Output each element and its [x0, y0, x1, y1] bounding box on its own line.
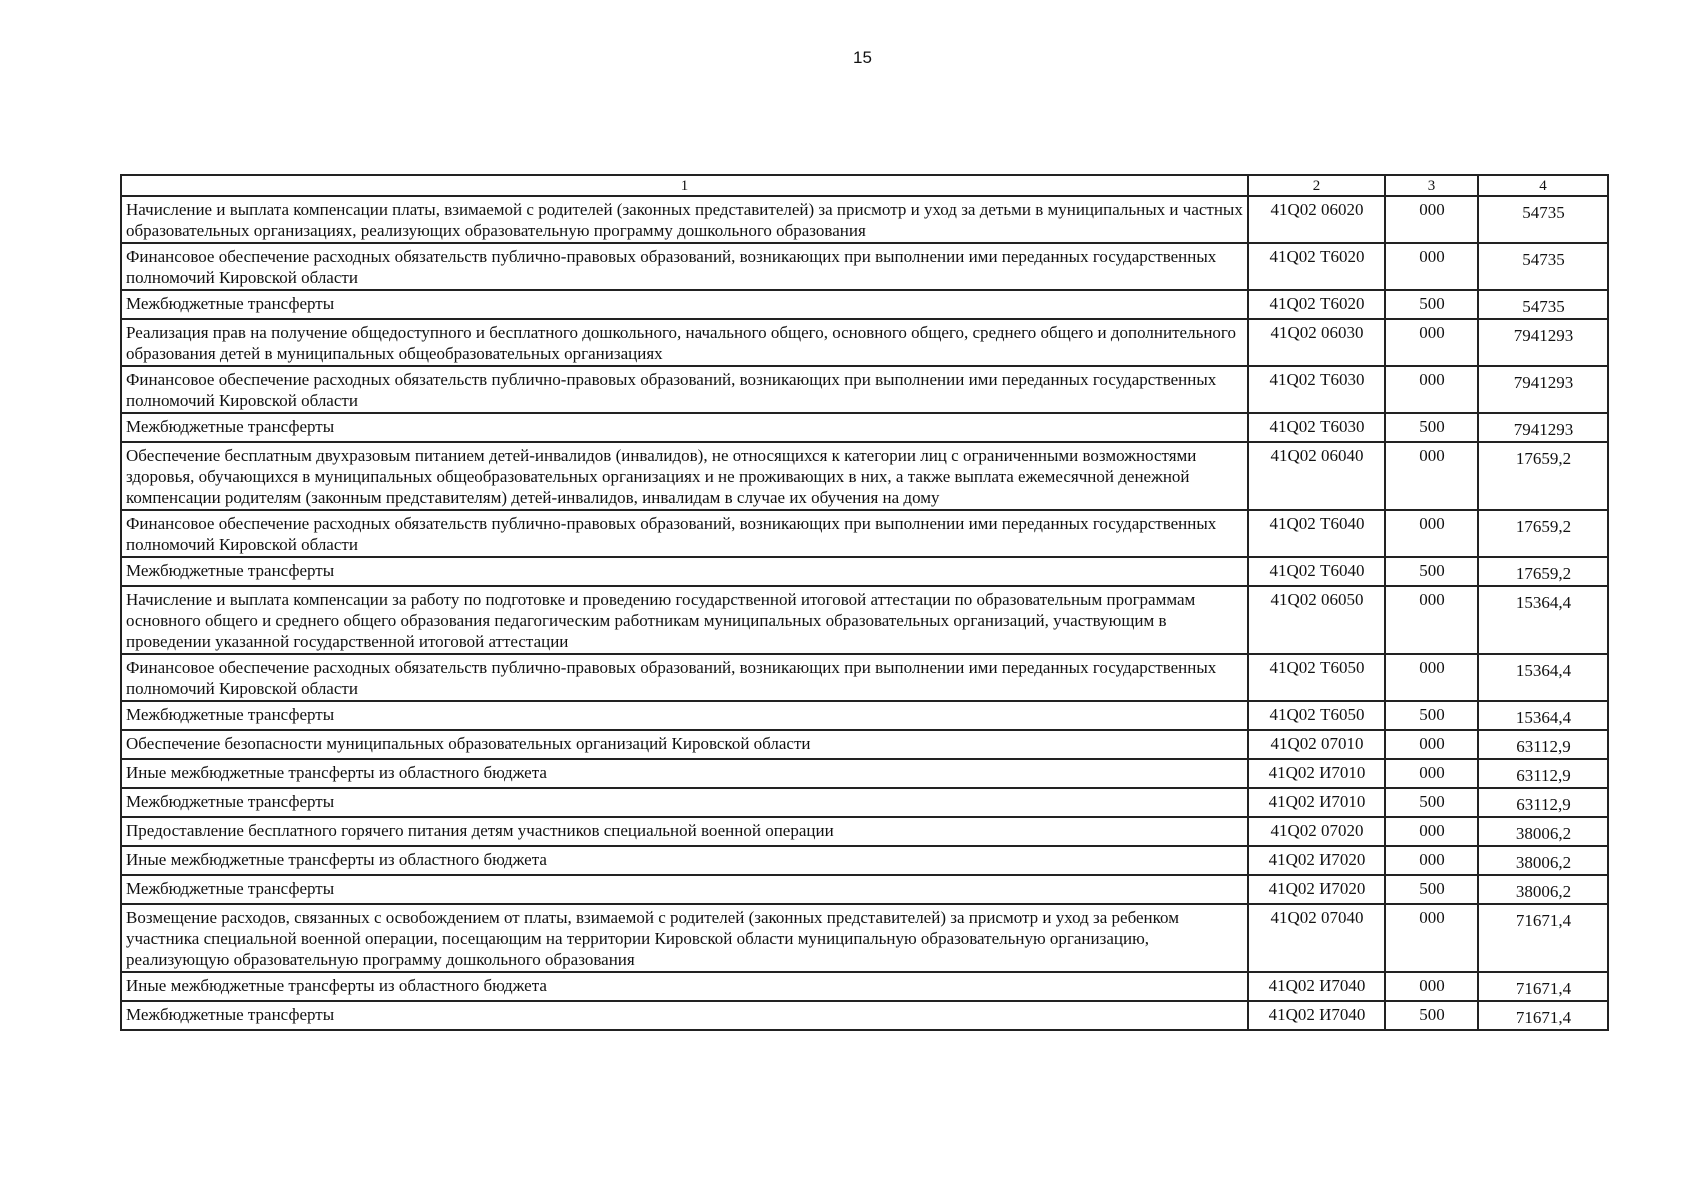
cell-code: 41Q02 Т6020 [1248, 243, 1385, 290]
cell-name: Финансовое обеспечение расходных обязательств публично-правовых образований, возникающих при выполнении ими переданных государственных полномочий Кировской области [121, 654, 1248, 701]
table-row [121, 442, 1608, 510]
cell-sum: 38006,2 [1478, 817, 1608, 846]
cell-code: 41Q02 Т6040 [1248, 510, 1385, 557]
cell-sum: 71671,4 [1478, 972, 1608, 1001]
cell-name: Межбюджетные трансферты [121, 701, 1248, 730]
cell-name: Иные межбюджетные трансферты из областного бюджета [121, 759, 1248, 788]
cell-name: Межбюджетные трансферты [121, 557, 1248, 586]
budget-table [120, 174, 1609, 1031]
cell-code: 41Q02 06040 [1248, 442, 1385, 510]
cell-sum: 63112,9 [1478, 788, 1608, 817]
table-row [121, 759, 1608, 788]
table-row [121, 413, 1608, 442]
cell-name: Иные межбюджетные трансферты из областного бюджета [121, 846, 1248, 875]
cell-code: 41Q02 И7010 [1248, 788, 1385, 817]
table-row [121, 319, 1608, 366]
cell-kvr: 500 [1385, 290, 1478, 319]
cell-name: Межбюджетные трансферты [121, 1001, 1248, 1030]
cell-code: 41Q02 Т6030 [1248, 413, 1385, 442]
cell-sum: 17659,2 [1478, 442, 1608, 510]
cell-sum: 17659,2 [1478, 510, 1608, 557]
cell-sum: 54735 [1478, 196, 1608, 243]
cell-sum: 63112,9 [1478, 730, 1608, 759]
cell-code: 41Q02 06030 [1248, 319, 1385, 366]
cell-name: Обеспечение бесплатным двухразовым питанием детей-инвалидов (инвалидов), не относящихся к категории лиц с ограниченными возможностями здоровья, обучающихся в муниципальных общеобразовательных организациях и не проживающих в них, а также выплата ежемесячной денежной компенсации родителям (законным представителям) детей-инвалидов, инвалидам в случае их обучения на дому [121, 442, 1248, 510]
column-header-2: 2 [1248, 175, 1385, 196]
table-row [121, 557, 1608, 586]
cell-code: 41Q02 И7040 [1248, 1001, 1385, 1030]
cell-kvr: 500 [1385, 788, 1478, 817]
table-row [121, 196, 1608, 243]
table-row [121, 366, 1608, 413]
cell-kvr: 000 [1385, 586, 1478, 654]
table-row [121, 243, 1608, 290]
cell-name: Финансовое обеспечение расходных обязательств публично-правовых образований, возникающих при выполнении ими переданных государственных полномочий Кировской области [121, 366, 1248, 413]
cell-kvr: 000 [1385, 654, 1478, 701]
cell-kvr: 500 [1385, 875, 1478, 904]
cell-code: 41Q02 Т6050 [1248, 654, 1385, 701]
table-row [121, 510, 1608, 557]
cell-sum: 15364,4 [1478, 701, 1608, 730]
cell-sum: 15364,4 [1478, 654, 1608, 701]
cell-sum: 17659,2 [1478, 557, 1608, 586]
cell-name: Обеспечение безопасности муниципальных образовательных организаций Кировской области [121, 730, 1248, 759]
cell-name: Финансовое обеспечение расходных обязательств публично-правовых образований, возникающих при выполнении ими переданных государственных полномочий Кировской области [121, 510, 1248, 557]
cell-kvr: 000 [1385, 243, 1478, 290]
cell-code: 41Q02 Т6040 [1248, 557, 1385, 586]
cell-kvr: 000 [1385, 817, 1478, 846]
cell-sum: 7941293 [1478, 319, 1608, 366]
table-row [121, 904, 1608, 972]
cell-code: 41Q02 И7020 [1248, 846, 1385, 875]
cell-code: 41Q02 Т6050 [1248, 701, 1385, 730]
cell-name: Начисление и выплата компенсации за работу по подготовке и проведению государственной итоговой аттестации по образовательным программам основного общего и среднего общего образования педагогическим работникам муниципальных образовательных организаций, участвующим в проведении указанной государственной итоговой аттестации [121, 586, 1248, 654]
cell-name: Межбюджетные трансферты [121, 290, 1248, 319]
cell-sum: 63112,9 [1478, 759, 1608, 788]
cell-code: 41Q02 И7010 [1248, 759, 1385, 788]
cell-kvr: 500 [1385, 413, 1478, 442]
cell-kvr: 500 [1385, 1001, 1478, 1030]
table-row [121, 1001, 1608, 1030]
cell-code: 41Q02 И7040 [1248, 972, 1385, 1001]
cell-kvr: 000 [1385, 196, 1478, 243]
cell-kvr: 000 [1385, 510, 1478, 557]
cell-sum: 71671,4 [1478, 904, 1608, 972]
cell-name: Иные межбюджетные трансферты из областного бюджета [121, 972, 1248, 1001]
cell-code: 41Q02 Т6020 [1248, 290, 1385, 319]
cell-kvr: 000 [1385, 759, 1478, 788]
cell-name: Межбюджетные трансферты [121, 413, 1248, 442]
column-header-3: 3 [1385, 175, 1478, 196]
table-row [121, 290, 1608, 319]
cell-name: Возмещение расходов, связанных с освобождением от платы, взимаемой с родителей (законных представителей) за присмотр и уход за ребенком участника специальной военной операции, посещающим на территории Кировской области муниципальную образовательную организацию, реализующую образовательную программу дошкольного образования [121, 904, 1248, 972]
cell-code: 41Q02 06050 [1248, 586, 1385, 654]
table-row [121, 817, 1608, 846]
cell-name: Начисление и выплата компенсации платы, взимаемой с родителей (законных представителей) за присмотр и уход за детьми в муниципальных и частных образовательных организациях, реализующих образовательную программу дошкольного образования [121, 196, 1248, 243]
column-header-1: 1 [121, 175, 1248, 196]
table-row [121, 701, 1608, 730]
cell-code: 41Q02 07010 [1248, 730, 1385, 759]
table-row [121, 788, 1608, 817]
cell-sum: 7941293 [1478, 413, 1608, 442]
cell-kvr: 000 [1385, 442, 1478, 510]
header-row [121, 175, 1608, 196]
cell-kvr: 000 [1385, 319, 1478, 366]
cell-kvr: 000 [1385, 730, 1478, 759]
cell-sum: 71671,4 [1478, 1001, 1608, 1030]
page-number: 15 [853, 48, 872, 67]
cell-kvr: 000 [1385, 366, 1478, 413]
cell-name: Реализация прав на получение общедоступного и бесплатного дошкольного, начального общего, основного общего, среднего общего и дополнительного образования детей в муниципальных общеобразовательных организациях [121, 319, 1248, 366]
column-header-4: 4 [1478, 175, 1608, 196]
table-row [121, 654, 1608, 701]
cell-kvr: 500 [1385, 557, 1478, 586]
cell-sum: 54735 [1478, 243, 1608, 290]
table-body [121, 196, 1608, 1030]
table-row [121, 586, 1608, 654]
cell-code: 41Q02 И7020 [1248, 875, 1385, 904]
cell-code: 41Q02 06020 [1248, 196, 1385, 243]
cell-sum: 7941293 [1478, 366, 1608, 413]
cell-code: 41Q02 Т6030 [1248, 366, 1385, 413]
cell-kvr: 000 [1385, 904, 1478, 972]
cell-sum: 15364,4 [1478, 586, 1608, 654]
table-row [121, 730, 1608, 759]
cell-sum: 38006,2 [1478, 846, 1608, 875]
cell-kvr: 000 [1385, 972, 1478, 1001]
table-row [121, 846, 1608, 875]
cell-sum: 38006,2 [1478, 875, 1608, 904]
table-row [121, 875, 1608, 904]
cell-kvr: 500 [1385, 701, 1478, 730]
cell-name: Межбюджетные трансферты [121, 788, 1248, 817]
cell-code: 41Q02 07020 [1248, 817, 1385, 846]
cell-kvr: 000 [1385, 846, 1478, 875]
table-row [121, 972, 1608, 1001]
cell-name: Финансовое обеспечение расходных обязательств публично-правовых образований, возникающих при выполнении ими переданных государственных полномочий Кировской области [121, 243, 1248, 290]
cell-name: Межбюджетные трансферты [121, 875, 1248, 904]
cell-sum: 54735 [1478, 290, 1608, 319]
cell-name: Предоставление бесплатного горячего питания детям участников специальной военной операции [121, 817, 1248, 846]
cell-code: 41Q02 07040 [1248, 904, 1385, 972]
